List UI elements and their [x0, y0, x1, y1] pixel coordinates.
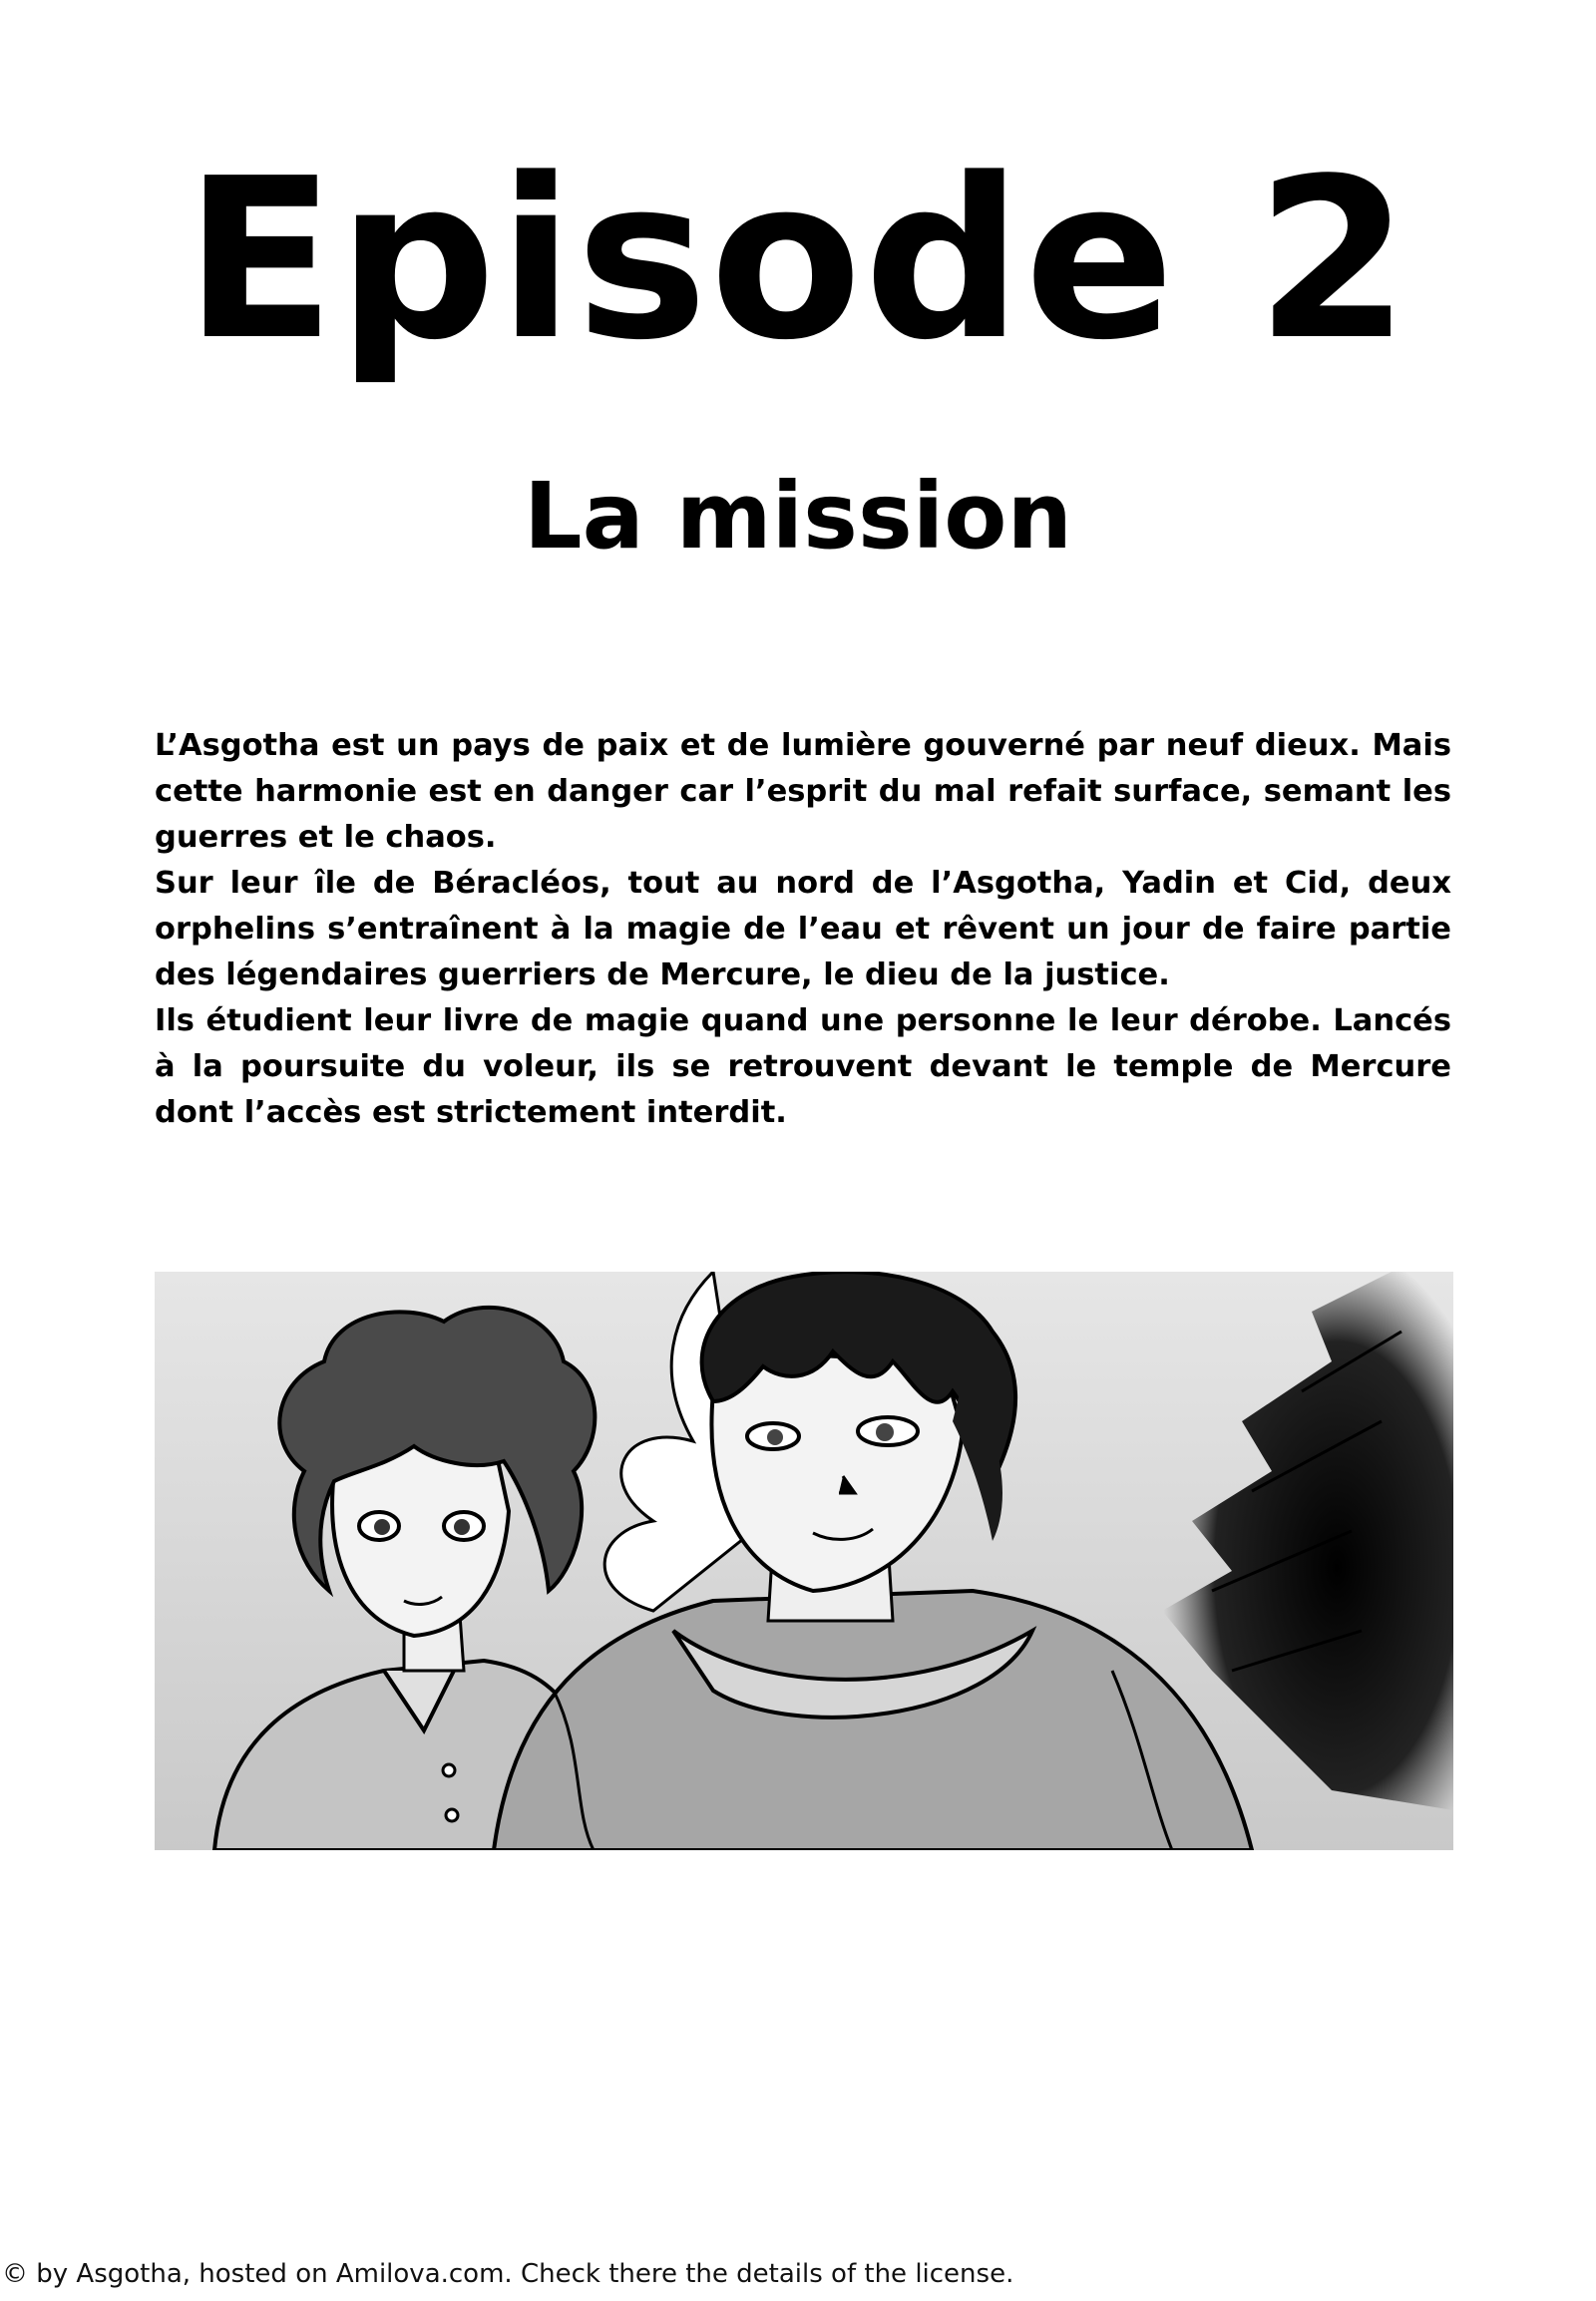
illustration-panel	[155, 1272, 1453, 1850]
episode-title: Episode 2	[184, 132, 1412, 389]
synopsis-paragraph: Ils étudient leur livre de magie quand une personne le leur dérobe. Lancés à la poursuite du voleur, ils se retrouvent devant le temple de Mercure dont l’accès est strictement interdit.	[155, 1003, 1451, 1130]
manga-panel-illustration	[155, 1272, 1453, 1850]
license-footer: © by Asgotha, hosted on Amilova.com. Check there the details of the license.	[2, 2259, 1014, 2289]
synopsis-paragraph: Sur leur île de Béracléos, tout au nord de l’Asgotha, Yadin et Cid, deux orphelins s’entraînent à la magie de l’eau et rêvent un jour de faire partie des légendaires guerriers de Mercure, le dieu de la justice.	[155, 866, 1451, 992]
episode-subtitle: La mission	[524, 463, 1072, 570]
synopsis-paragraph: L’Asgotha est un pays de paix et de lumière gouverné par neuf dieux. Mais cette harmonie est en danger car l’esprit du mal refait surface, semant les guerres et le chaos.	[155, 728, 1451, 855]
synopsis-text	[155, 723, 1451, 1136]
